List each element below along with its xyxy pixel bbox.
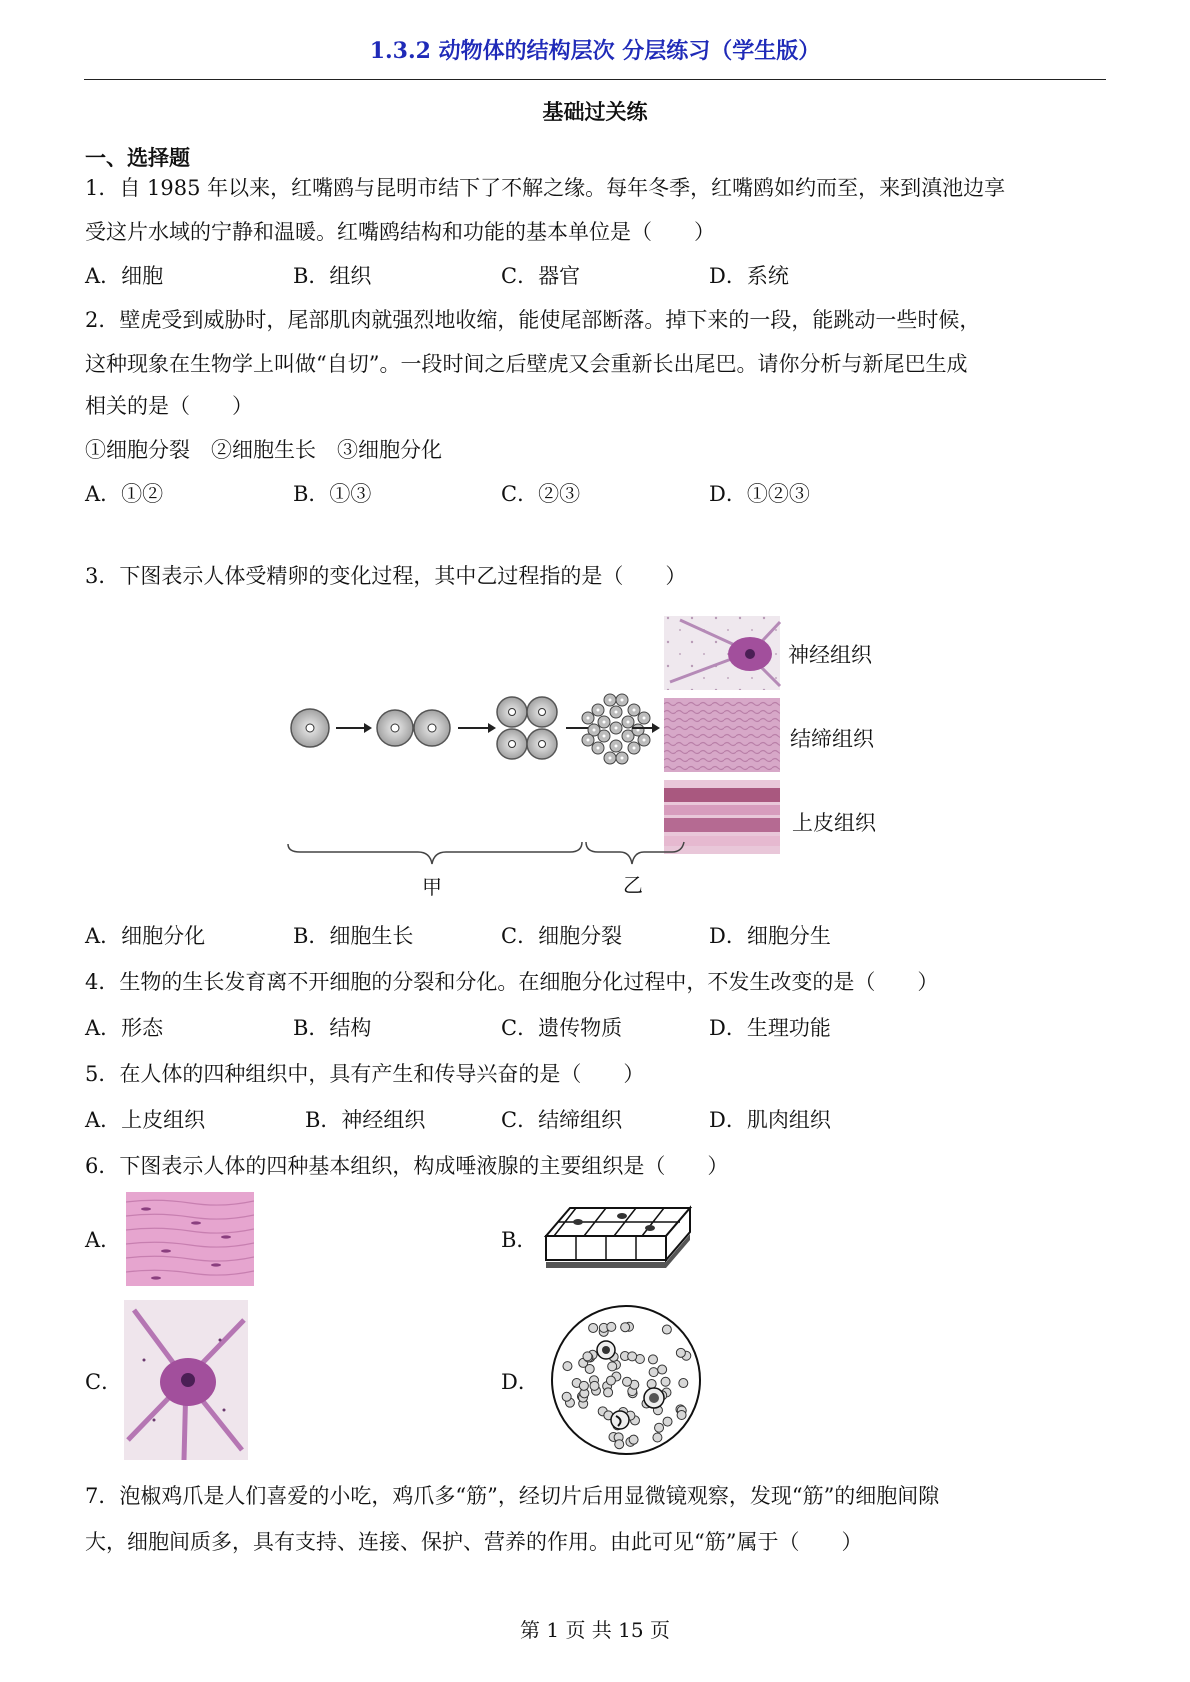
q1-line-2: 受这片水域的宁静和温暖。红嘴鸥结构和功能的基本单位是（ ） (85, 220, 715, 244)
q2-option-c: C．②③ (501, 482, 581, 506)
q1-option-b: B．组织 (293, 264, 372, 288)
brace-jia (288, 842, 582, 864)
q7-line-2: 大，细胞间质多，具有支持、连接、保护、营养的作用。由此可见“筋”属于（ ） (85, 1530, 863, 1554)
q2-line-1: 2．壁虎受到威胁时，尾部肌肉就强烈地收缩，能使尾部断落。掉下来的一段，能跳动一些时候， (85, 308, 981, 332)
q2-items: ①细胞分裂 ②细胞生长 ③细胞分化 (85, 438, 442, 462)
q6-image-c-nerve (124, 1300, 248, 1460)
nerve-tissue-image (664, 616, 780, 690)
q3-option-a: A．细胞分化 (85, 924, 206, 948)
q1-option-d: D．系统 (709, 264, 789, 288)
q4-option-a: A．形态 (85, 1016, 164, 1040)
q5-option-d: D．肌肉组织 (709, 1108, 831, 1132)
q2-option-b: B．①③ (293, 482, 372, 506)
q3-option-d: D．细胞分生 (709, 924, 831, 948)
q1-line-1: 1．自 1985 年以来，红嘴鸥与昆明市结下了不解之缘。每年冬季，红嘴鸥如约而至，来到滇池边享 (85, 176, 1006, 200)
q7-line-1: 7．泡椒鸡爪是人们喜爱的小吃，鸡爪多“筋”，经切片后用显微镜观察，发现“筋”的细胞间隙 (85, 1484, 940, 1508)
q5-line-1: 5．在人体的四种组织中，具有产生和传导兴奋的是（ ） (85, 1062, 645, 1086)
q6-label-c: C． (85, 1370, 123, 1394)
q4-line-1: 4．生物的生长发育离不开细胞的分裂和分化。在细胞分化过程中，不发生改变的是（ ） (85, 970, 939, 994)
label-jia: 甲 (422, 875, 442, 899)
q3-option-b: B．细胞生长 (293, 924, 414, 948)
header-divider (84, 79, 1106, 80)
document-title: 1.3.2 动物体的结构层次 分层练习（学生版） (369, 38, 821, 64)
q2-option-d: D．①②③ (709, 482, 810, 506)
q6-label-b: B． (501, 1228, 538, 1252)
two-cell-stage (377, 710, 450, 746)
q4-option-d: D．生理功能 (709, 1016, 831, 1040)
q3-figure (280, 612, 960, 912)
q1-option-c: C．器官 (501, 264, 581, 288)
tissue-label-connective: 结缔组织 (790, 727, 874, 751)
q6-line-1: 6．下图表示人体的四种基本组织，构成唾液腺的主要组织是（ ） (85, 1154, 729, 1178)
q6-image-d-blood (548, 1302, 704, 1458)
q5-option-b: B．神经组织 (305, 1108, 426, 1132)
q5-option-a: A．上皮组织 (85, 1108, 206, 1132)
page-footer: 第 1 页 共 15 页 (520, 1618, 670, 1642)
q2-option-a: A．①② (85, 482, 164, 506)
part-title: 一、选择题 (85, 145, 190, 170)
q5-option-c: C．结缔组织 (501, 1108, 623, 1132)
tissue-label-epithelial: 上皮组织 (792, 811, 876, 835)
q6-label-d: D． (501, 1370, 539, 1394)
epithelial-tissue-image (664, 780, 780, 854)
connective-tissue-image (664, 698, 780, 772)
q2-line-3: 相关的是（ ） (85, 394, 253, 418)
q4-option-b: B．结构 (293, 1016, 372, 1040)
q6-image-b-epithelium (540, 1196, 696, 1278)
q2-line-2: 这种现象在生物学上叫做“自切”。一段时间之后壁虎又会重新长出尾巴。请你分析与新尾巴生成 (85, 352, 968, 376)
q3-option-c: C．细胞分裂 (501, 924, 623, 948)
four-cell-stage (497, 697, 557, 759)
tissue-label-nerve: 神经组织 (788, 643, 872, 667)
q6-image-a-muscle (126, 1192, 254, 1286)
q6-label-a: A． (85, 1228, 122, 1252)
q3-line-1: 3．下图表示人体受精卵的变化过程，其中乙过程指的是（ ） (85, 564, 687, 588)
label-yi: 乙 (623, 873, 643, 897)
zygote-cell (291, 709, 329, 747)
q4-option-c: C．遗传物质 (501, 1016, 623, 1040)
section-title: 基础过关练 (542, 99, 648, 124)
q1-option-a: A．细胞 (85, 264, 164, 288)
